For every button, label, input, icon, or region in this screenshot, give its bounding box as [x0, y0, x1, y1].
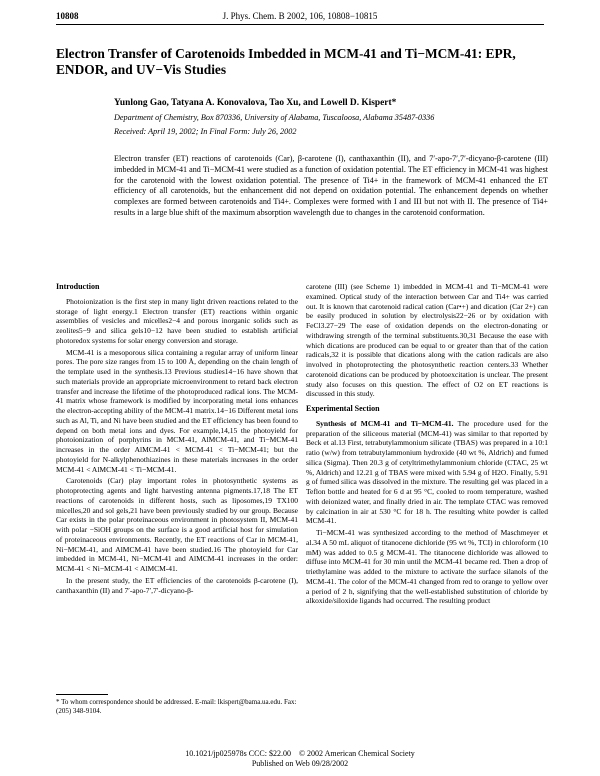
header-rule: [56, 24, 544, 25]
journal-citation: J. Phys. Chem. B 2002, 106, 10808−10815: [222, 11, 378, 21]
intro-paragraph-3: Carotenoids (Car) play important roles in photosynthetic systems as photoprotecting agents and light harvesting antenna pigments.17,18 The ET reactions of carotenoids in different hosts, such as liposomes,19 TX100 micelles,20 and sol gels,21 have been previously studied by our group. Because Car exists in the polar proteinaceous environment in photosystem II, MCM-41 with polar −SiOH groups on the surface is a good artificial host for simulation of proteinaceous environments. Recently, the ET reactions of Car in MCM-41, Ni−MCM-41, and AlMCM-41 have been studied.16 The photoyield for Car imbedded in MCM-41, Ni−MCM-41 and AlMCM-41 increases in the order: MCM-41 < Ni−MCM-41 < AlMCM-41.: [56, 476, 298, 573]
intro-paragraph-2: MCM-41 is a mesoporous silica containing a regular array of uniform linear pores. The pore size ranges from 15 to 100 Å, depending on the chain length of the template used in the synthesis.13 Previous studies14−16 have shown that such materials provide an appropriate microenvironment to retard back electron transfer and increase the lifetime of the photoproduced radical ions. The MCM-41 matrix whose framework is modified by incorporating metal ions enhances the electron-accepting ability of the MCM-41 matrix.14−16 Different metal ions such as Al, Ti, and Ni have been studied and the ET efficiency has been found to depend on both metal ions and dyes. For example,14,15 the photoyield for photoionization of porphyrins in MCM-41, AlMCM-41, and Ti−MCM-41 increases in the order AlMCM-41 < MCM-41 < Ti−MCM-41; but the photoyield for N-alkylphenothiazines in these materials increases in the order MCM-41 < AlMCM-41 < Ti−MCM-41.: [56, 347, 298, 474]
doi-copyright: 10.1021/jp025978s CCC: $22.00 © 2002 American Chemical Society: [185, 749, 415, 758]
ti-mcm-paragraph: Ti−MCM-41 was synthesized according to the method of Maschmeyer et al.34 A 50 mL aliquot of titanocene dichloride (95 wt %, TCI) in chloroform (10 mM) was added to 0.5 g MCM-41. The titanocene dichloride was allowed to diffuse into MCM-41 for 30 min until the MCM-41 became red. Then a drop of triethylamine was added to the mixture to activate the surface silanols of the MCM-41. The color of the MCM-41 changed from red to orange to yellow over a period of 2 h, signifying that the well-established substitution of chloride by alkoxide/siloxide ligands had occurred. The resulting product: [306, 528, 548, 606]
correspondence-footnote: [56, 694, 298, 715]
running-header: [56, 11, 544, 23]
footnote-text: * To whom correspondence should be addressed. E-mail: lkispert@bama.ua.edu. Fax: (205) 348-9104.: [56, 698, 297, 715]
abstract: Electron transfer (ET) reactions of carotenoids (Car), β-carotene (I), canthaxanthin (II), and 7′-apo-7′,7′-dicyano-β-carotene (III) imbedded in MCM-41 and Ti−MCM-41 were studied as a function of oxidation potential. The ET efficiency in MCM-41 was highest for the carotenoid with the lowest oxidation potential. The presence of Ti4+ in the framework of MCM-41 enhanced the ET efficiency of all carotenoids, but the enhancement did not depend on oxidation potential. The enhancement depends on whether complexes are formed between carotenoids and Ti4+. Complexes were formed with I and III but not with II. The presence of Ti4+ results in a large blue shift of the maximum absorption wavelength due to changes in the carotenoid conformation.: [114, 154, 548, 217]
synthesis-text: The procedure used for the preparation of the siliceous material (MCM-41) was similar to that reported by Beck et al.13 First, tetrabutylammonium silicate (TBAS) was prepared in a 10:1 ratio (w/w) from tetrabutylammonium hydroxide (40 wt %, Aldrich) and fumed silica (Sigma). Then 20.3 g of cetyltrimethylammonium chloride (CTAC, 25 wt %, Aldrich) and 12.21 g of TBAS were mixed with 5.94 g of H2O. Finally, 5.91 g of fumed silica was dissolved in the mixture. The resulting gel was placed in a Teflon bottle and heated for 6 d at 95 °C, cooled to room temperature, washed with deionized water, and finally dried in air. The template CTAC was removed by calcination in air at 530 °C for 18 h. The resulting white powder is called MCM-41.: [306, 418, 548, 526]
page-number: 10808: [56, 11, 79, 21]
author-list: Yunlong Gao, Tatyana A. Konovalova, Tao Xu, and Lowell D. Kispert*: [114, 98, 397, 108]
intro-continuation-paragraph: carotene (III) (see Scheme 1) imbedded in MCM-41 and Ti−MCM-41 were examined. Optical study of the interaction between Car and Ti4+ was carried out. It is known that carotenoid radical cation (Car•+) and dication (Car 2+) can be easily produced in solution by electrolysis22−26 or by oxidation with FeCl3.27−29 The ease of oxidation depends on the electron-donating or withdrawing strength of the terminal substituents.30,31 Because the ease with which dications are produced can be equal to or greater than that of the cation radicals,32 it is possible that dications along with the cation radicals are also involved in photoprotecting the photosynthetic reaction centers.33 Whether carotenoid dications can be produced by photoexcitation is unclear. The present study also focuses on this question. The effect of O2 on ET reactions is discussed in this study.: [306, 282, 548, 399]
introduction-heading: Introduction: [56, 282, 100, 291]
article-title: Electron Transfer of Carotenoids Imbedded in MCM-41 and Ti−MCM-41: EPR, ENDOR, and UV−Vis Studies: [56, 46, 516, 77]
footnote-rule: [56, 694, 108, 695]
right-column: [306, 282, 548, 608]
received-dates: Received: April 19, 2002; In Final Form: July 26, 2002: [114, 127, 297, 136]
intro-paragraph-4: In the present study, the ET efficiencies of the carotenoids β-carotene (I), canthaxanthin (II) and 7′-apo-7′,7′-dicyano-β-: [56, 575, 298, 595]
page-footer: [0, 749, 600, 768]
publication-date: Published on Web 09/28/2002: [251, 758, 349, 768]
synthesis-title: Synthesis of MCM-41 and Ti−MCM-41.: [316, 418, 454, 428]
left-column: [56, 282, 298, 597]
experimental-heading: Experimental Section: [306, 404, 380, 413]
affiliation: Department of Chemistry, Box 870336, University of Alabama, Tuscaloosa, Alabama 35487-0336: [114, 113, 435, 122]
synthesis-paragraph: [306, 419, 548, 526]
intro-paragraph-1: Photoionization is the first step in many light driven reactions related to the storage of light energy.1 Electron transfer (ET) reactions within organic assemblies of vesicles and micelles2−4 and porous inorganic solids such as zeolites5−9 and silica gels10−12 have been studied to establish artificial photoredox systems for solar energy conversion and storage.: [56, 296, 298, 345]
